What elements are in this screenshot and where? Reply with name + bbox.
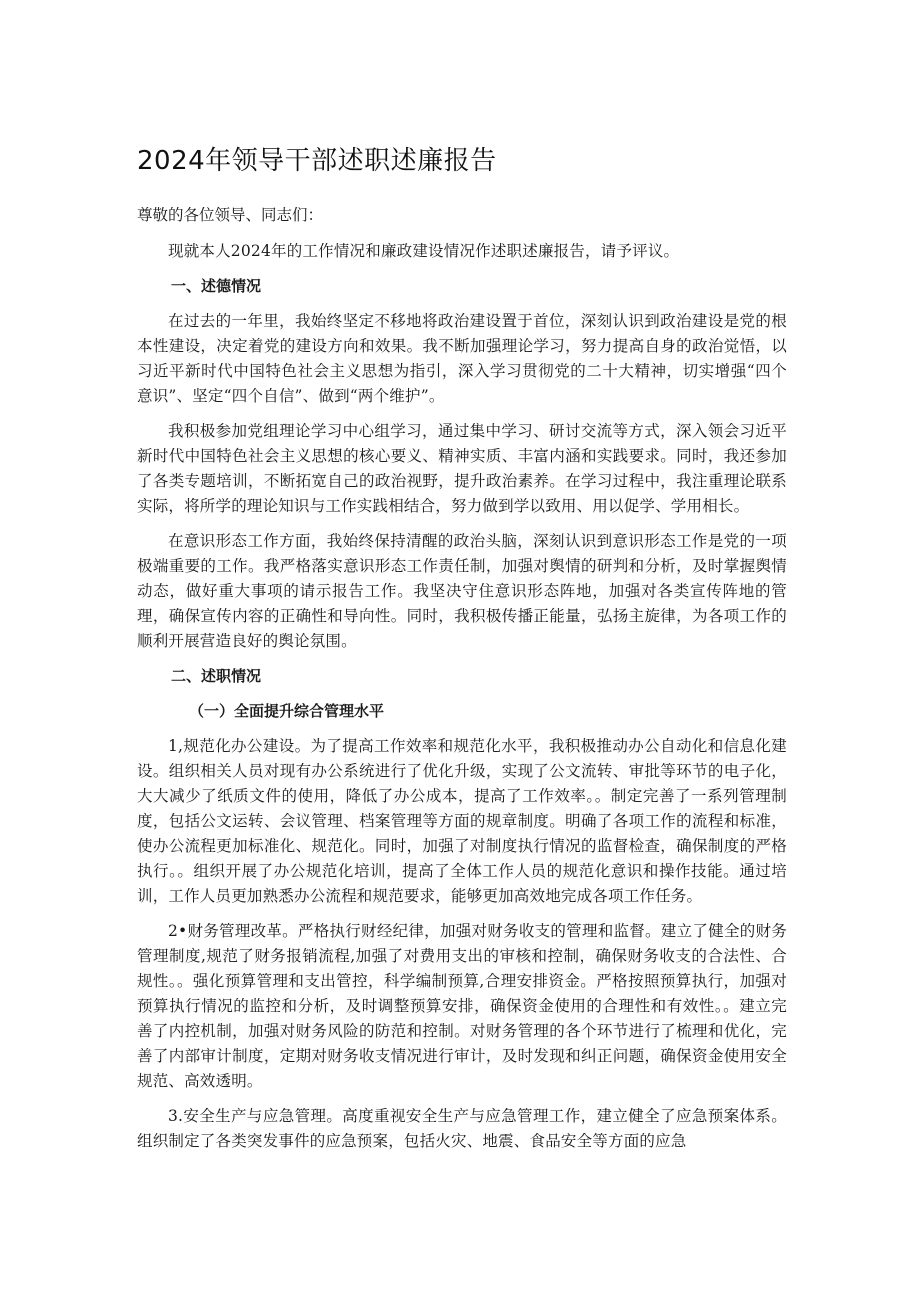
intro-paragraph: 现就本人2024年的工作情况和廉政建设情况作述职述廉报告，请予评议。	[168, 242, 680, 260]
paragraph: 我积极参加党组理论学习中心组学习，通过集中学习、研讨交流等方式，深入领会习近平新时代中国特色社会主义思想的核心要义、精神实质、丰富内涵和实践要求。同时，我还参加了各类专题培训，不断拓宽自己的政治视野，提升政治素养。在学习过程中，我注重理论联系实际，将所学的理论知识与工作实践相结合，努力做到学以致用、用以促学、学用相长。	[137, 422, 787, 515]
section-heading-duty: 二、述职情况	[171, 667, 262, 685]
paragraph: 1,规范化办公建设。为了提高工作效率和规范化水平，我积极推动办公自动化和信息化建设。组织相关人员对现有办公系统进行了优化升级，实现了公文流转、审批等环节的电子化，大大减少了纸质文件的使用，降低了办公成本，提高了工作效率。。制定完善了一系列管理制度，包括公文运转、会议管理、档案管理等方面的规章制度。明确了各项工作的流程和标准，使办公流程更加标准化、规范化。同时，加强了对制度执行情况的监督检查，确保制度的严格执行。。组织开展了办公规范化培训，提高了全体工作人员的规范化意识和操作技能。通过培训，工作人员更加熟悉办公流程和规范要求，能够更加高效地完成各项工作任务。	[137, 737, 787, 905]
document-page	[137, 140, 787, 1164]
greeting: 尊敬的各位领导、同志们：	[137, 206, 324, 224]
paragraph: 2•财务管理改革。严格执行财经纪律，加强对财务收支的管理和监督。建立了健全的财务管理制度,规范了财务报销流程,加强了对费用支出的审核和控制，确保财务收支的合法性、合规性。。强化预算管理和支出管控，科学编制预算,合理安排资金。严格按照预算执行，加强对预算执行情况的监控和分析，及时调整预算安排，确保资金使用的合理性和有效性。。建立完善了内控机制，加强对财务风险的防范和控制。对财务管理的各个环节进行了梳理和优化，完善了内部审计制度，定期对财务收支情况进行审计，及时发现和纠正问题，确保资金使用安全规范、高效透明。	[137, 922, 787, 1090]
section-heading-moral: 一、述德情况	[171, 277, 262, 295]
subsection-heading: （一）全面提升综合管理水平	[189, 702, 385, 720]
paragraph: 3.安全生产与应急管理。高度重视安全生产与应急管理工作，建立健全了应急预案体系。组织制定了各类突发事件的应急预案，包括火灾、地震、食品安全等方面的应急	[137, 1107, 787, 1150]
document-title: 2024年领导干部述职述廉报告	[137, 146, 497, 176]
paragraph: 在过去的一年里，我始终坚定不移地将政治建设置于首位，深刻认识到政治建设是党的根本性建设，决定着党的建设方向和效果。我不断加强理论学习，努力提高自身的政治觉悟，以习近平新时代中国特色社会主义思想为指引，深入学习贯彻党的二十大精神，切实增强“四个意识”、坚定“四个自信”、做到“两个维护”。	[137, 312, 787, 405]
paragraph: 在意识形态工作方面，我始终保持清醒的政治头脑，深刻认识到意识形态工作是党的一项极端重要的工作。我严格落实意识形态工作责任制，加强对舆情的研判和分析，及时掌握舆情动态，做好重大事项的请示报告工作。我坚决守住意识形态阵地，加强对各类宣传阵地的管理，确保宣传内容的正确性和导向性。同时，我积极传播正能量，弘扬主旋律，为各项工作的顺利开展营造良好的舆论氛围。	[137, 532, 787, 650]
